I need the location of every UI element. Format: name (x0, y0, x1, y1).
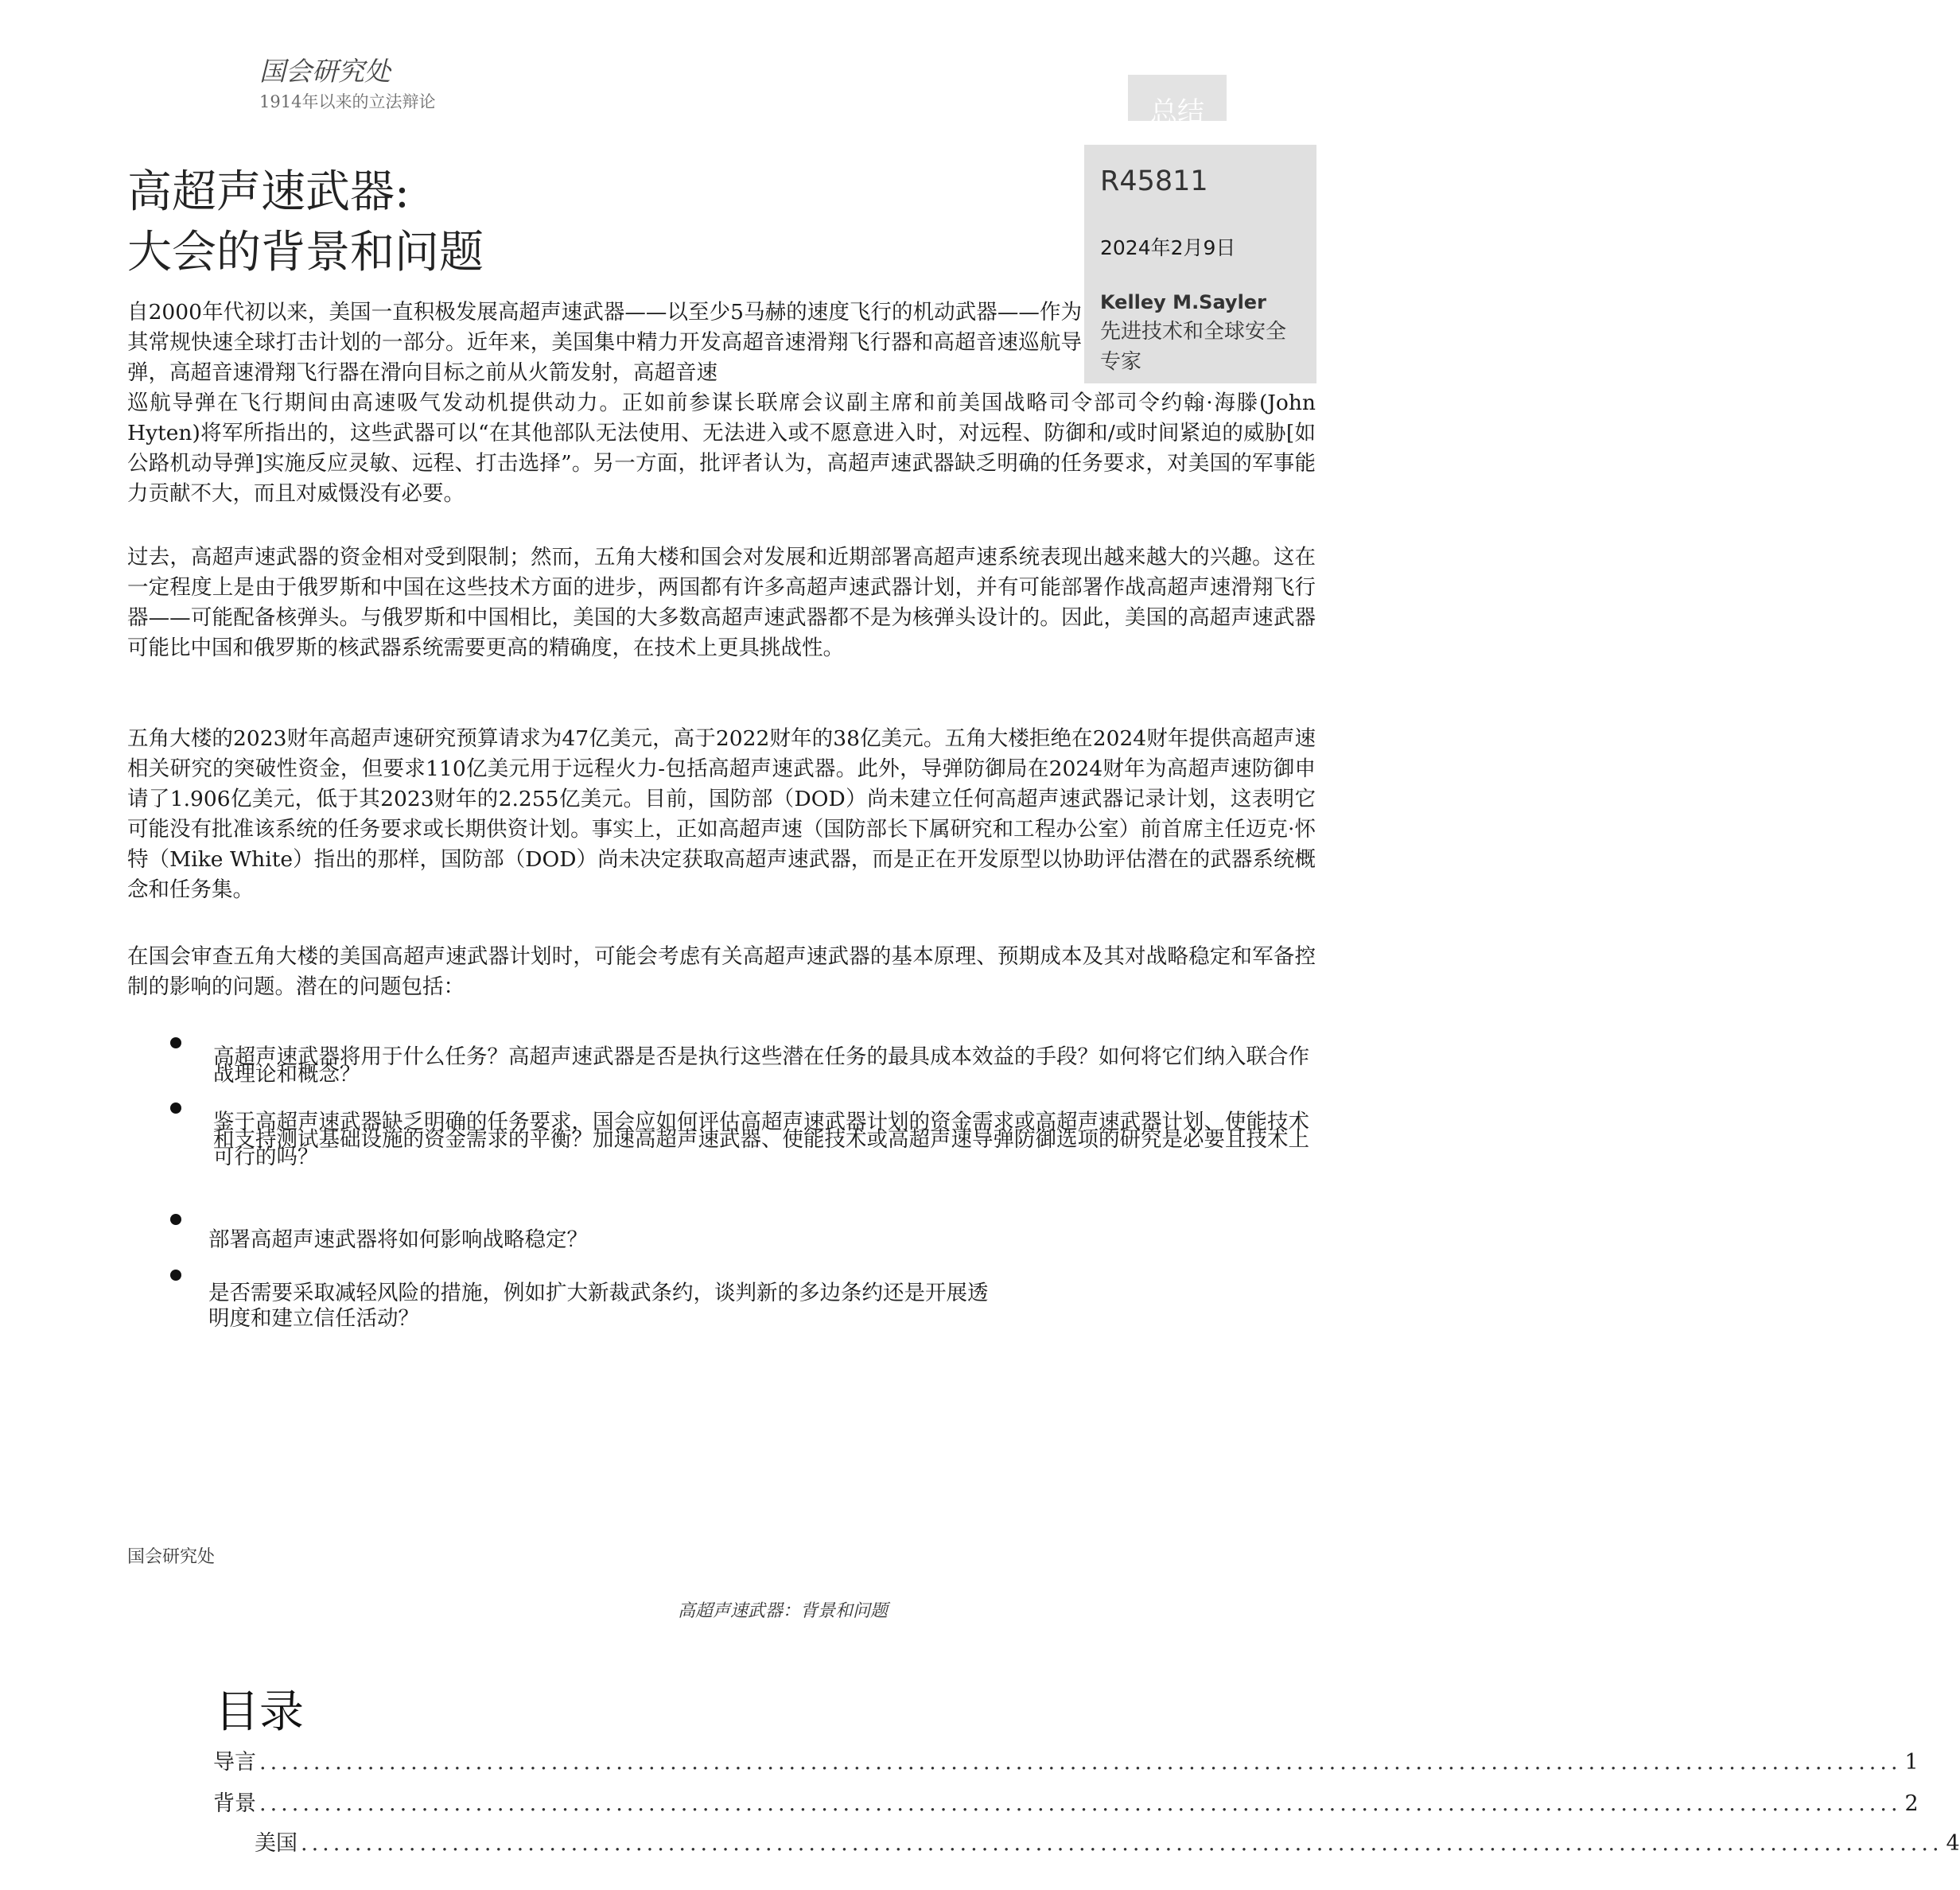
toc-title: 目录 (215, 1686, 304, 1738)
title-line-1: 高超声速武器: (127, 166, 410, 218)
toc-entry-page: 2 (1904, 1791, 1919, 1816)
footer-org-name: 国会研究处 (127, 1547, 216, 1567)
summary-tab-label: 总结 (1150, 96, 1204, 128)
report-date: 2024年2月9日 (1100, 236, 1236, 259)
summary-paragraph-3: 五角大楼的2023财年高超声速研究预算请求为47亿美元，高于2022财年的38亿美元。五角大楼拒绝在2024财年提供高超声速相关研究的突破性资金，但要求110亿美元用于远程火力-包括高超声速武器。此外，导弹防御局在2024财年为高超声速防御申请了1.906亿美元，低于其2023财年的2.255亿美元。目前，国防部（DOD）尚未建立任何高超声速武器记录计划，这表明它可能没有批准该系统的任务要求或长期供资计划。事实上，正如高超声速（国防部长下属研究和工程办公室）前首席主任迈克·怀特（Mike White）指出的那样，国防部（DOD）尚未决定获取高超声速武器，而是正在开发原型以协助评估潜在的武器系统概念和任务集。 (127, 726, 1316, 902)
toc-leader: ........................................................................................................................................................ (259, 1750, 1902, 1775)
bullet-item: 鉴于高超声速武器缺乏明确的任务要求，国会应如何评估高超声速武器计划的资金需求或高超声速武器计划、使能技术和支持测试基础设施的资金需求的平衡？加速高超声速武器、使能技术或高超声速导弹防御选项的研究是必要且技术上可行的吗？ (213, 1110, 1309, 1169)
summary-paragraph-2: 过去，高超声速武器的资金相对受到限制；然而，五角大楼和国会对发展和近期部署高超声速系统表现出越来越大的兴趣。这在一定程度上是由于俄罗斯和中国在这些技术方面的进步，两国都有许多高超声速武器计划，并有可能部署作战高超声速滑翔飞行器——可能配备核弹头。与俄罗斯和中国相比，美国的大多数高超声速武器都不是为核弹头设计的。因此，美国的高超声速武器可能比中国和俄罗斯的核武器系统需要更高的精确度，在技术上更具挑战性。 (127, 545, 1316, 660)
paragraph-1-intro: 自2000年代初以来，美国一直积极发展高超声速武器——以至少5马赫的速度飞行的机动武器——作为其常规快速全球打击计划的一部分。近年来，美国集中精力开发高超音速滑翔飞行器和高超音速巡航导弹，高超音速滑翔飞行器在滑向目标之前从火箭发射，高超音速 (127, 300, 1082, 385)
toc-entry[interactable] (213, 1790, 1919, 1818)
bullet-item: 高超声速武器将用于什么任务？高超声速武器是否是执行这些潜在任务的最具成本效益的手段？如何将它们纳入联合作战理论和概念？ (213, 1044, 1309, 1087)
bullet-dot (170, 1102, 181, 1114)
summary-paragraph-4: 在国会审查五角大楼的美国高超声速武器计划时，可能会考虑有关高超声速武器的基本原理、预期成本及其对战略稳定和军备控制的影响的问题。潜在的问题包括： (127, 944, 1316, 999)
org-name: 国会研究处 (259, 56, 391, 87)
bullet-item: 部署高超声速武器将如何影响战略稳定？ (208, 1227, 588, 1252)
bullet-dot (170, 1214, 181, 1225)
toc-entry-label[interactable]: 背景 (213, 1791, 256, 1816)
bullet-dot (170, 1270, 181, 1281)
toc-entry-page: 4 (1946, 1831, 1960, 1856)
summary-paragraph-1 (127, 298, 1316, 509)
org-tagline: 1914年以来的立法辩论 (259, 92, 436, 111)
toc-entry-label[interactable]: 导言 (213, 1750, 256, 1775)
toc-entry[interactable] (213, 1748, 1919, 1777)
bullet-item: 是否需要采取减轻风险的措施，例如扩大新裁武条约，谈判新的多边条约还是开展透明度和建立信任活动？ (208, 1281, 989, 1331)
summary-tab (1128, 75, 1227, 128)
running-head: 高超声速武器：背景和问题 (678, 1601, 889, 1621)
report-id: R45811 (1100, 165, 1208, 197)
page-title (127, 162, 484, 283)
bullet-dot (170, 1037, 181, 1048)
author-title: 先进技术和全球安全专家 (1100, 320, 1287, 374)
author-name: Kelley M.Sayler (1100, 291, 1266, 313)
toc-entry-page: 1 (1904, 1750, 1919, 1775)
toc-leader: ........................................................................................................................................................ (301, 1831, 1943, 1856)
toc-leader: ........................................................................................................................................................ (259, 1791, 1902, 1816)
title-line-2: 大会的背景和问题 (127, 227, 484, 278)
toc-entry-label[interactable]: 美国 (255, 1831, 298, 1856)
paragraph-1-continued: 巡航导弹在飞行期间由高速吸气发动机提供动力。正如前参谋长联席会议副主席和前美国战略司令部司令约翰·海滕(John Hyten)将军所指出的，这些武器可以“在其他部队无法使用、无法进入或不愿意进入时，对远程、防御和/或时间紧迫的威胁[如公路机动导弹]实施反应灵敏、远程、打击选择”。另一方面，批评者认为，高超声速武器缺乏明确的任务要求，对美国的军事能力贡献不大，而且对威慑没有必要。 (127, 391, 1316, 506)
toc-entry[interactable] (255, 1830, 1960, 1858)
